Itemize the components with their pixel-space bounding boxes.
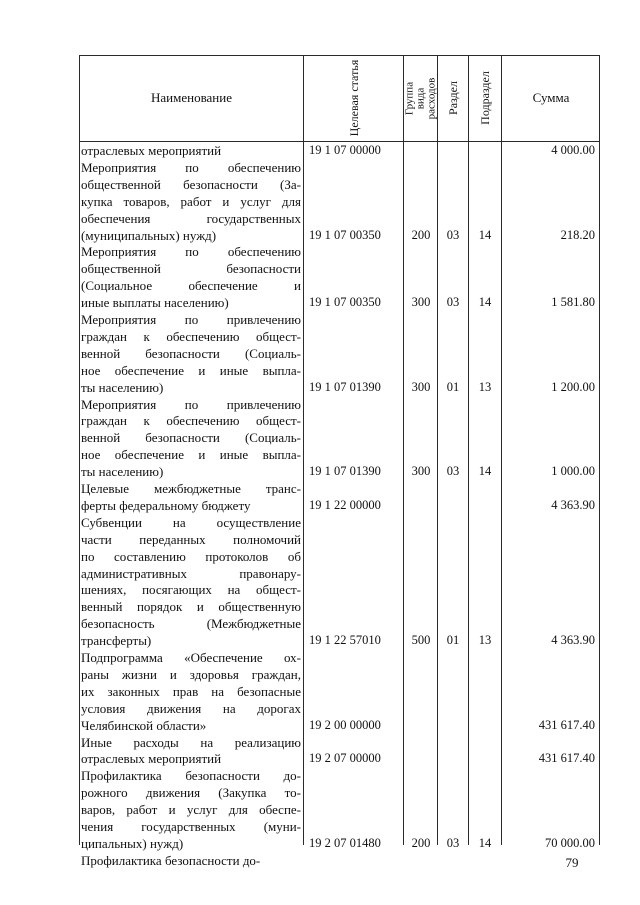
row-name-line: административных правонару- [81, 565, 301, 581]
row-name-line: граждан к обеспечению общест- [81, 413, 301, 429]
header-name: Наименование [151, 90, 232, 105]
row-name-line: венной безопасности (Социаль- [81, 345, 301, 361]
col-border-5 [501, 55, 502, 845]
row-target-code: 19 1 07 01390 [309, 379, 381, 394]
row-target-code [305, 852, 405, 869]
row-name-line: Подпрограмма «Обеспечение ох- [81, 650, 301, 665]
row-section [439, 852, 467, 869]
header-section-cell [438, 55, 468, 141]
row-name-line: иные выплаты населению) [81, 295, 229, 311]
row-name-line: по составлению протоколов об [81, 548, 301, 564]
row-section: 03 [446, 464, 460, 479]
row-name-line: части переданных полномочий [81, 531, 301, 547]
row-section [439, 750, 467, 767]
row-name-line: чения государственных (муни- [81, 819, 301, 834]
row-expense-group: 300 [411, 295, 431, 310]
header-subsection: Подраздел [478, 71, 493, 125]
row-target-code: 19 1 07 01390 [309, 464, 381, 479]
row-name-line: общественной безопасности [81, 261, 301, 277]
row-section [439, 717, 467, 734]
row-sum: 1 000.00 [551, 464, 595, 479]
row-name-line: обеспечения государственных [81, 210, 301, 226]
row-subsection [470, 497, 500, 514]
row-name-line: Субвенции на осуществление [81, 514, 301, 530]
row-expense-group: 200 [411, 227, 431, 242]
row-expense-group: 300 [411, 379, 431, 394]
row-name-line: безопасность (Межбюджетные [81, 616, 301, 632]
col-border-1 [303, 55, 304, 845]
row-subsection: 14 [478, 295, 492, 310]
row-name-line: Мероприятия по привлечению [81, 396, 301, 412]
row-name-line: общественной безопасности (За- [81, 176, 301, 192]
row-name-line: отраслевых мероприятий [81, 143, 222, 158]
row-target-code: 19 2 07 00000 [309, 751, 381, 766]
row-name-line: отраслевых мероприятий [81, 751, 222, 767]
row-sum: 70 000.00 [545, 835, 595, 850]
row-target-code: 19 1 07 00350 [309, 295, 381, 310]
row-target-code: 19 1 22 57010 [309, 633, 381, 648]
row-name-line: Целевые межбюджетные транс- [81, 481, 301, 496]
row-name-line: Профилактика безопасности до- [81, 768, 301, 784]
row-sum: 218.20 [560, 227, 595, 242]
row-name-line: ферты федеральному бюджету [81, 497, 251, 513]
row-name-line: венный порядок и общественную [81, 599, 301, 615]
header-group: Группа вида расходов [403, 77, 438, 119]
row-expense-group [405, 717, 437, 734]
row-section: 03 [446, 295, 460, 310]
row-subsection [470, 852, 500, 869]
row-name-line: шениях, посягающих на общест- [81, 582, 301, 598]
header-target-cell [304, 55, 403, 141]
row-expense-group [405, 852, 437, 869]
row-name-line: (Социальное обеспечение и [81, 278, 301, 294]
row-name-line: ты населению) [81, 464, 164, 480]
row-sum: 431 617.40 [538, 717, 595, 732]
row-section: 01 [446, 379, 460, 394]
row-subsection [470, 142, 500, 159]
row-name-line: раны жизни и здоровья граждан, [81, 666, 301, 682]
row-subsection: 14 [478, 835, 492, 850]
row-name-line: ты населению) [81, 379, 164, 395]
row-name-line: их законных прав на безопасные [81, 683, 301, 699]
row-section [439, 497, 467, 514]
row-expense-group [405, 750, 437, 767]
row-section [439, 142, 467, 159]
header-sum: Сумма [532, 90, 570, 105]
row-sum: 4 000.00 [551, 143, 595, 157]
col-border-3 [437, 55, 438, 845]
row-name-line: Челябинской области» [81, 717, 207, 733]
row-name-line: варов, работ и услуг для обеспе- [81, 802, 301, 818]
row-target-code: 19 1 07 00000 [309, 143, 381, 157]
row-target-code: 19 2 00 00000 [309, 717, 381, 732]
row-expense-group [405, 142, 437, 159]
row-subsection: 14 [478, 227, 492, 242]
row-section: 03 [446, 227, 460, 242]
row-subsection: 13 [478, 379, 492, 394]
row-target-code: 19 1 22 00000 [309, 497, 381, 512]
row-expense-group: 200 [411, 835, 431, 850]
row-target-code: 19 2 07 01480 [309, 835, 381, 850]
page-number: 79 [565, 855, 579, 870]
row-name-line: условия движения на дорогах [81, 700, 301, 716]
row-name-line: ное обеспечение и иные выпла- [81, 447, 301, 463]
row-expense-group: 300 [411, 464, 431, 479]
header-section: Раздел [446, 81, 461, 115]
col-border-left [79, 55, 80, 845]
row-expense-group: 500 [411, 633, 431, 648]
row-subsection: 13 [478, 633, 492, 648]
row-name-line: Мероприятия по привлечению [81, 312, 301, 327]
row-sum: 431 617.40 [538, 751, 595, 766]
row-subsection [470, 717, 500, 734]
row-sum: 4 363.90 [551, 497, 595, 512]
row-section: 01 [446, 633, 460, 648]
row-sum: 4 363.90 [551, 633, 595, 648]
row-name-line: Иные расходы на реализацию [81, 734, 301, 750]
row-name-line: венной безопасности (Социаль- [81, 430, 301, 446]
col-border-right [599, 55, 600, 845]
row-subsection: 14 [478, 464, 492, 479]
row-sum: 1 581.80 [551, 295, 595, 310]
row-name-line: ципальных) нужд) [81, 835, 184, 851]
header-group-cell [404, 55, 437, 141]
row-name-line: Мероприятия по обеспечению [81, 244, 301, 260]
row-target-code: 19 1 07 00350 [309, 227, 381, 242]
row-name-line: трансферты) [81, 633, 152, 649]
row-subsection [470, 750, 500, 767]
header-subsection-cell [469, 55, 501, 141]
row-name-line: ное обеспечение и иные выпла- [81, 362, 301, 378]
row-name-line: купка товаров, работ и услуг для [81, 193, 301, 209]
col-border-4 [468, 55, 469, 845]
row-name-line: рожного движения (Закупка то- [81, 785, 301, 801]
row-name-line: Мероприятия по обеспечению [81, 159, 301, 175]
row-name-line: Профилактика безопасности до- [81, 852, 261, 868]
row-name-line: граждан к обеспечению общест- [81, 328, 301, 344]
row-section: 03 [446, 835, 460, 850]
row-sum: 1 200.00 [551, 379, 595, 394]
row-name-line: (муниципальных) нужд) [81, 227, 217, 243]
header-target: Целевая статья [346, 59, 361, 137]
row-expense-group [405, 497, 437, 514]
